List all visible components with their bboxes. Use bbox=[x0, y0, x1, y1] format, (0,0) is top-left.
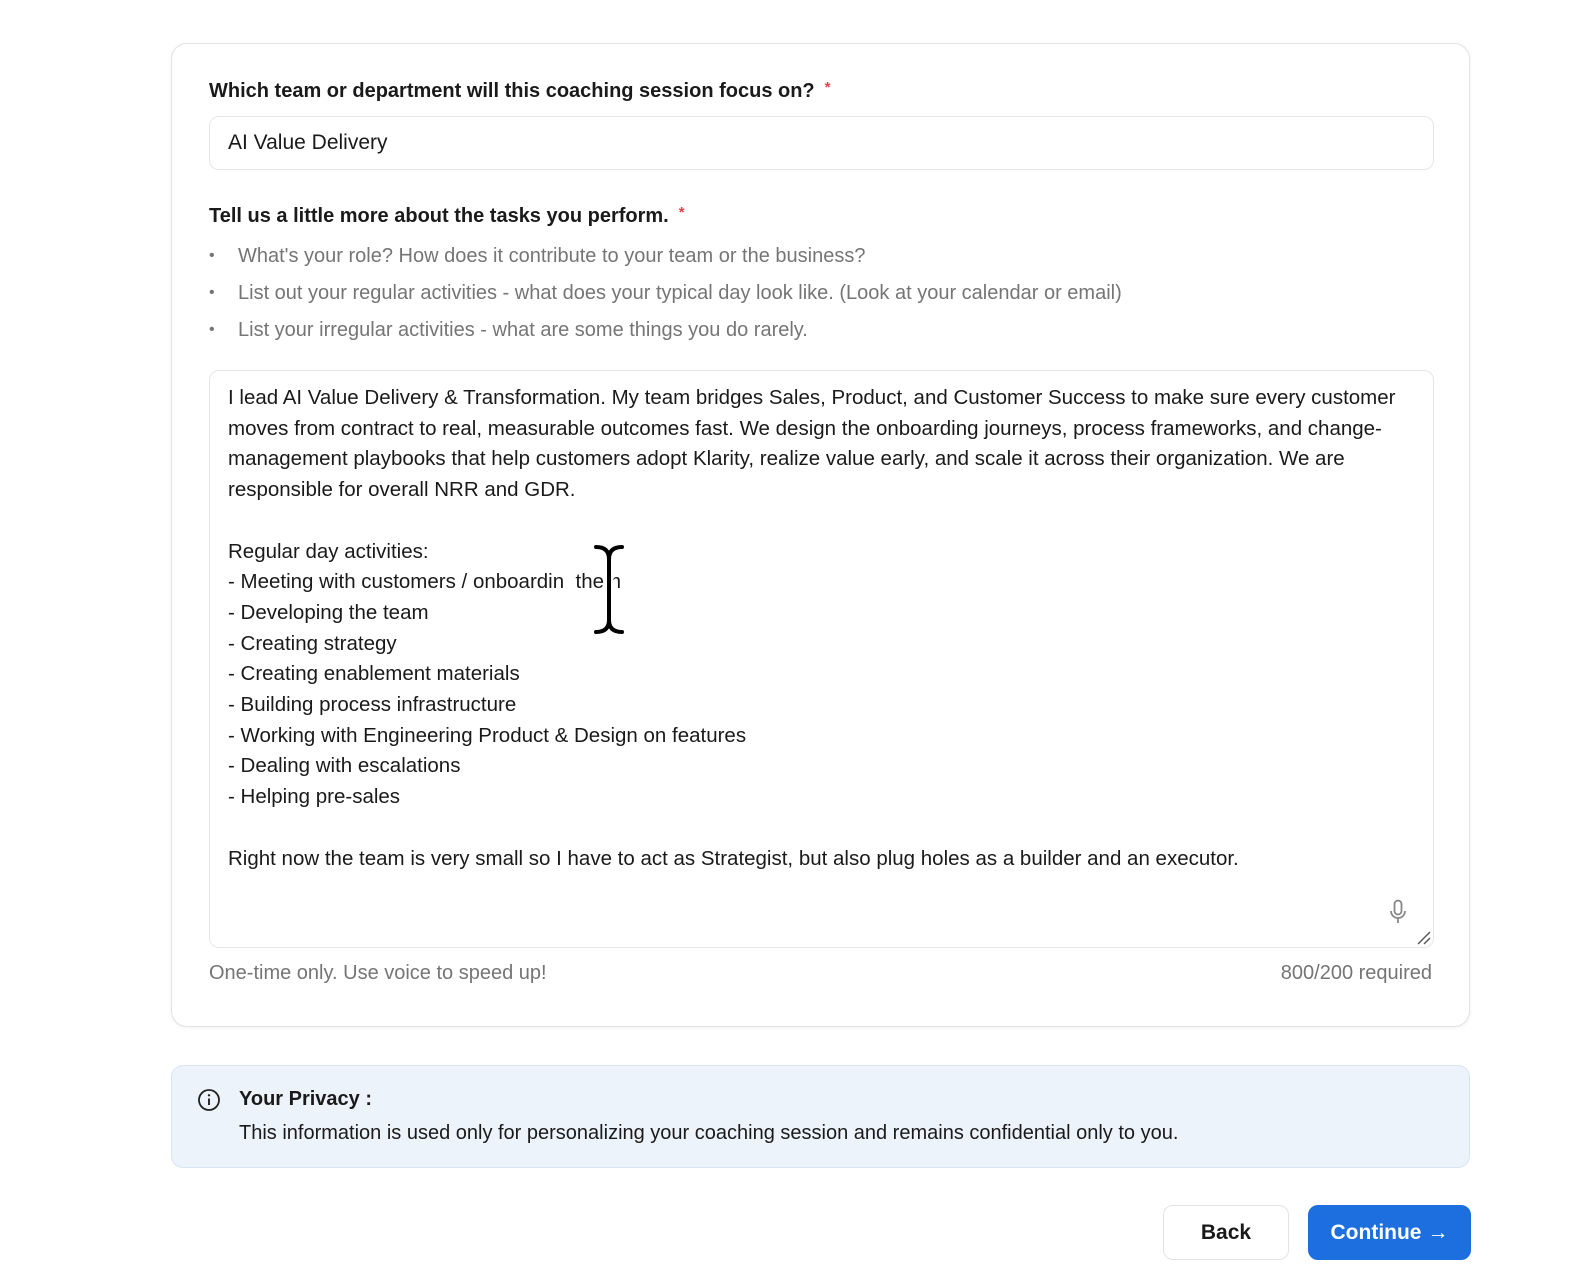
tasks-question-label bbox=[209, 205, 685, 228]
tasks-question-text: Tell us a little more about the tasks you perform. bbox=[209, 205, 669, 227]
back-button[interactable] bbox=[1163, 1205, 1289, 1260]
helper-text: One-time only. Use voice to speed up! bbox=[209, 962, 547, 984]
character-count: 800/200 required bbox=[1280, 962, 1432, 984]
tasks-textarea[interactable] bbox=[209, 370, 1434, 948]
form-card bbox=[171, 43, 1470, 1027]
hints-list bbox=[209, 241, 1122, 352]
privacy-notice bbox=[171, 1065, 1470, 1168]
arrow-right-icon: → bbox=[1427, 1220, 1449, 1244]
required-marker: * bbox=[824, 79, 831, 96]
team-input[interactable] bbox=[209, 116, 1434, 170]
hint-item: • What's your role? How does it contribute to your team or the business? bbox=[209, 241, 1122, 278]
info-icon bbox=[197, 1088, 221, 1112]
microphone-icon[interactable] bbox=[1389, 899, 1407, 925]
hint-item: • List out your regular activities - what does your typical day look like. (Look at your calendar or email) bbox=[209, 278, 1122, 315]
continue-button[interactable] bbox=[1308, 1205, 1471, 1260]
text-cursor-icon bbox=[588, 541, 630, 638]
team-input-value: AI Value Delivery bbox=[228, 131, 388, 154]
continue-button-label: Continue bbox=[1330, 1220, 1422, 1244]
resize-handle-icon[interactable] bbox=[1415, 929, 1431, 945]
back-button-label: Back bbox=[1200, 1220, 1252, 1244]
required-marker: * bbox=[678, 204, 685, 221]
privacy-text: This information is used only for personalizing your coaching session and remains confidential only to you. bbox=[239, 1122, 1179, 1144]
team-question-label bbox=[209, 80, 831, 103]
team-question-text: Which team or department will this coaching session focus on? bbox=[209, 80, 815, 102]
hint-item: • List your irregular activities - what are some things you do rarely. bbox=[209, 315, 1122, 352]
tasks-textarea-content: I lead AI Value Delivery & Transformation. My team bridges Sales, Product, and Customer Success to make sure every customer moves from contract to real, measurable outcomes fast. We design the onboarding journeys, process frameworks, and change-management playbooks that help customers adopt Klarity, realize value early, and scale it across their organization. We are responsible for overall NRR and GDR. Regular day activities: - Meeting with customers / onboardin them - Developing the team - Creating strategy - Creating enablement materials - Building process infrastructure - Working with Engineering Product & Design on features - Dealing with escalations - Helping pre-sales Right now the team is very small so I have to act as Strategist, but also plug holes as a builder and an executor. bbox=[228, 386, 1396, 870]
privacy-title: Your Privacy : bbox=[239, 1088, 373, 1110]
